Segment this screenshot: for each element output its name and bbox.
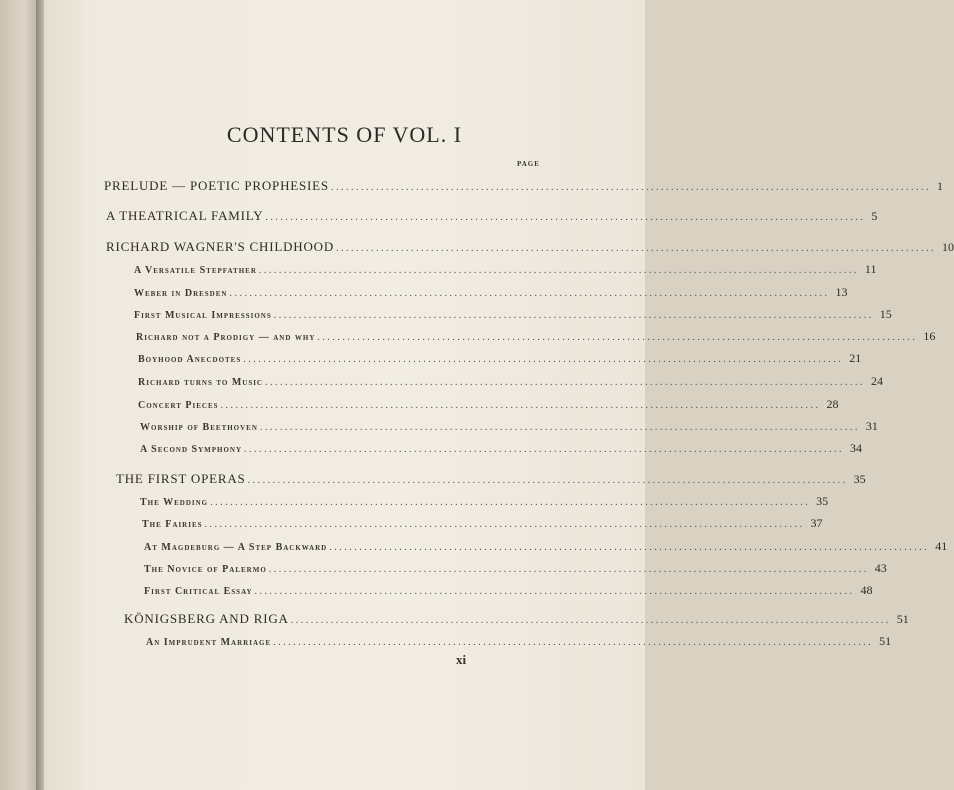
page-column-heading: PAGE [517,160,540,168]
toc-subentry [142,516,823,531]
dot-leader: ........................................................................................................................ [273,310,874,321]
dot-leader: ........................................................................................................................ [247,475,848,486]
toc-entry-label: PRELUDE — POETIC PROPHESIES [104,178,329,193]
toc-entry-label: RICHARD WAGNER'S CHILDHOOD [106,239,335,254]
toc-entry-label: An Imprudent Marriage [146,637,272,648]
dot-leader: ........................................................................................................................ [229,288,830,299]
toc-subentry [144,561,887,576]
toc-subentry [134,262,877,277]
toc-page-number: 13 [835,285,848,299]
toc-subentry [134,307,892,322]
toc-subentry [144,539,948,554]
dot-leader: ........................................................................................................................ [204,519,805,530]
toc-entry-label: The Wedding [140,497,209,508]
toc-subentry [134,285,848,300]
dot-leader: ........................................................................................................................ [265,212,866,223]
toc-entry-label: A Versatile Stepfather [134,265,257,276]
toc-entry-label: Concert Pieces [138,400,219,411]
dot-leader: ........................................................................................................................ [329,542,930,553]
toc-entry-label: A Second Symphony [140,444,243,455]
toc-page-number: 51 [879,634,892,648]
toc-page-number: 35 [816,494,829,508]
toc-page-number: 37 [810,516,823,530]
toc-subentry [140,419,878,434]
page-folio: xi [456,652,467,667]
toc-subentry [144,583,873,598]
toc-entry-label: The Novice of Palermo [144,564,267,575]
page-title: CONTENTS OF VOL. I [226,122,463,147]
toc-entry-label: Boyhood Anecdotes [138,354,242,365]
dot-leader: ........................................................................................................................ [273,637,874,648]
toc-page-number: 5 [871,209,878,223]
toc-entry-label: Worship of Beethoven [140,422,258,433]
toc-entry-label: At Magdeburg — A Step Backward [144,542,328,553]
toc-page-number: 11 [864,262,877,276]
dot-leader: ........................................................................................................................ [268,564,869,575]
dot-leader: ........................................................................................................................ [244,444,845,455]
toc-page-number: 10 [942,240,954,254]
dot-leader: ........................................................................................................................ [336,243,937,254]
dot-leader: ........................................................................................................................ [258,265,859,276]
toc-page-number: 28 [826,397,839,411]
toc-entry-label: First Critical Essay [144,586,253,597]
dot-leader: ........................................................................................................................ [317,332,918,343]
toc-subentry [138,374,883,389]
toc-entry-label: First Musical Impressions [134,310,272,321]
dot-leader: ........................................................................................................................ [254,586,855,597]
toc-page-number: 15 [879,307,892,321]
toc-entry-label: A THEATRICAL FAMILY [106,208,264,223]
toc-chapter-entry [104,178,943,194]
toc-entry-label: The Fairies [142,519,203,530]
toc-subentry [138,397,839,412]
toc-entry-label: Richard turns to Music [138,377,263,388]
toc-subentry [146,634,892,649]
toc-page-number: 21 [849,351,862,365]
dot-leader: ........................................................................................................................ [330,182,931,193]
facing-page-edge [0,0,40,790]
toc-chapter-entry [106,239,954,255]
toc-page-number: 34 [850,441,863,455]
toc-page-number: 16 [923,329,936,343]
dot-leader: ........................................................................................................................ [265,377,865,388]
toc-entry-label: Weber in Dresden [134,288,228,299]
dot-leader: ........................................................................................................................ [290,615,891,626]
toc-page-number: 48 [860,583,873,597]
toc-page-number: 35 [853,472,866,486]
toc-page-number: 1 [936,179,943,193]
toc-page-number: 31 [865,419,878,433]
dot-leader: ........................................................................................................................ [220,400,821,411]
dot-leader: ........................................................................................................................ [210,497,811,508]
toc-chapter-entry [124,611,909,627]
contents-page [44,0,954,790]
toc-subentry [138,351,862,366]
toc-entry-label: THE FIRST OPERAS [116,471,246,486]
dot-leader: ........................................................................................................................ [259,422,860,433]
toc-page-number: 24 [871,374,883,388]
toc-page-number: 43 [874,561,887,575]
toc-subentry [140,441,863,456]
toc-entry-label: KÖNIGSBERG AND RIGA [124,611,289,626]
toc-page-number: 41 [935,539,948,553]
toc-entry-label: Richard not a Prodigy — and why [136,332,316,343]
toc-subentry [140,494,829,509]
toc-chapter-entry [106,208,878,224]
toc-chapter-entry [116,471,866,487]
dot-leader: ........................................................................................................................ [243,354,844,365]
toc-subentry [136,329,936,344]
toc-page-number: 51 [896,612,909,626]
